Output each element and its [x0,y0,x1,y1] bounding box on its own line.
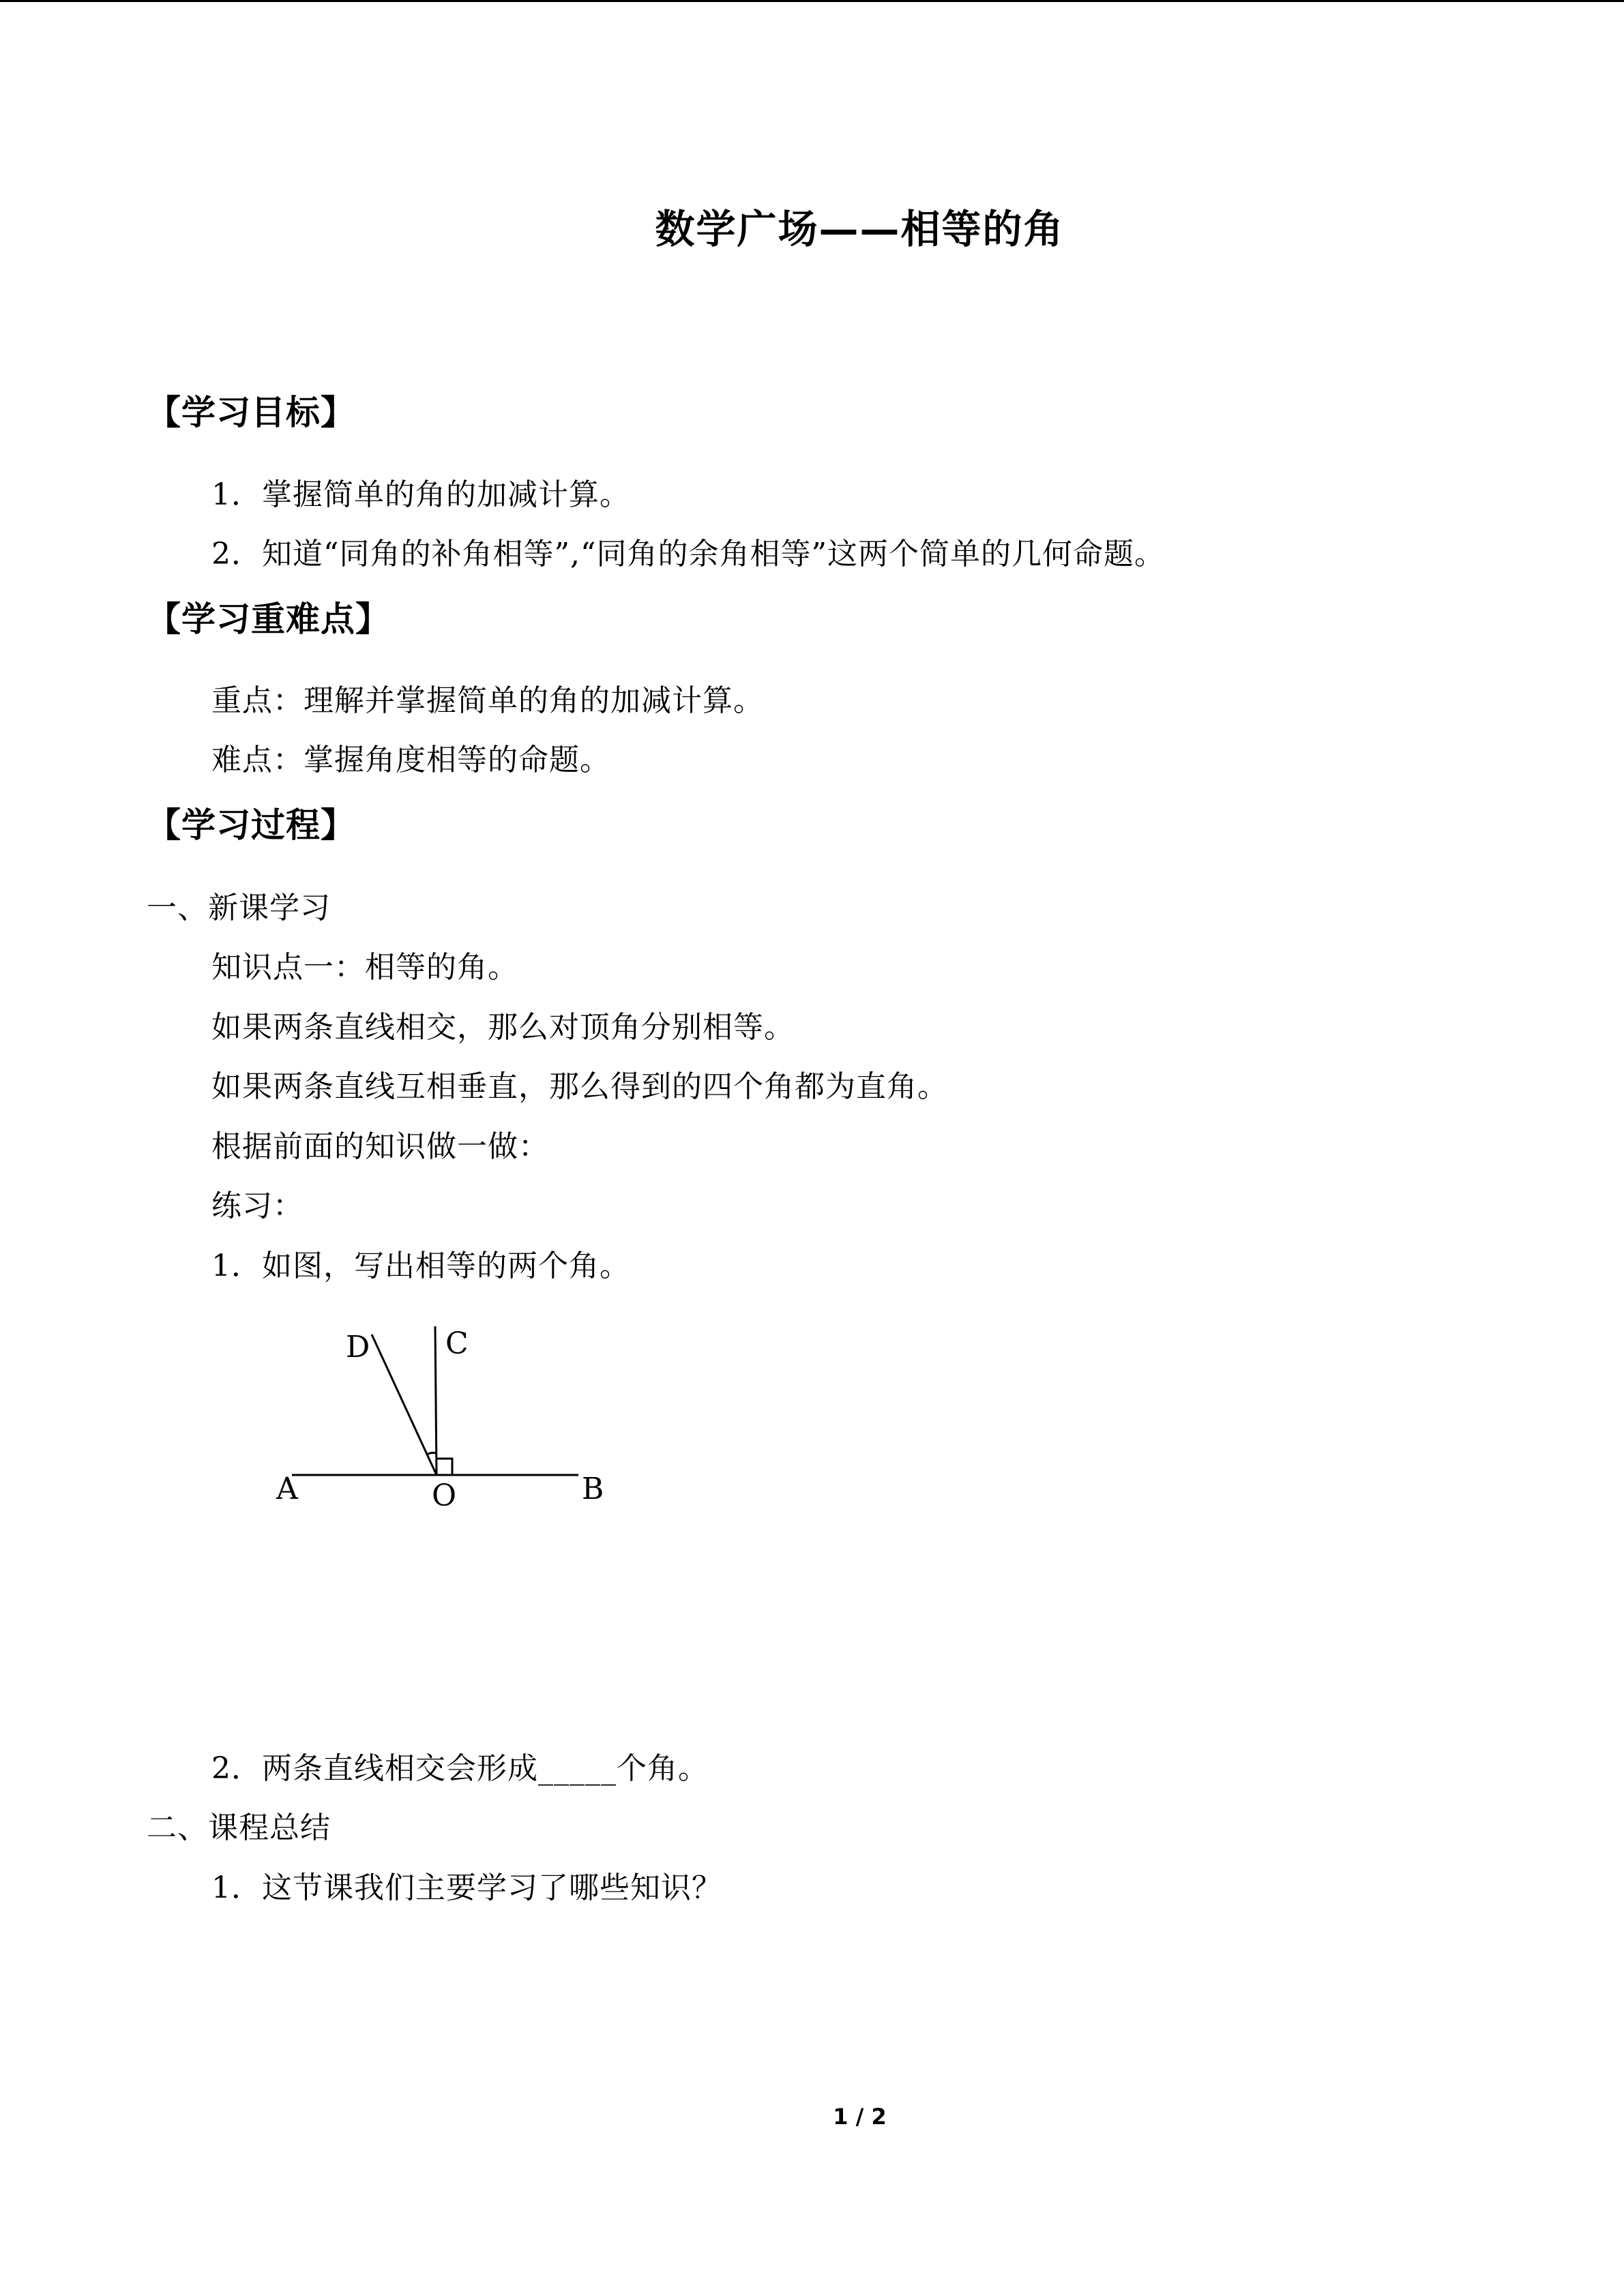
exercise-2: 2．两条直线相交会形成_____个角。 [211,1751,709,1786]
label-a: A [276,1472,298,1506]
angle-diagram [269,1316,624,1521]
process-line-4: 根据前面的知识做一做： [211,1129,549,1164]
label-b: B [582,1472,604,1506]
objectives-heading: 【学习目标】 [147,393,355,432]
top-border [0,0,1624,2]
right-angle-mark [437,1459,452,1475]
process-line-5: 练习： [211,1189,304,1223]
key-point-item-2: 难点：掌握角度相等的命题。 [211,743,610,777]
summary-question-1: 1．这节课我们主要学习了哪些知识？ [211,1870,722,1905]
objective-item-1: 1．掌握简单的角的加减计算。 [211,477,630,512]
label-o: O [432,1478,457,1513]
part1-title: 一、新课学习 [147,891,331,925]
exercise-1: 1．如图，写出相等的两个角。 [211,1249,630,1283]
label-c: C [445,1326,469,1361]
key-points-heading: 【学习重难点】 [147,599,390,639]
page-number: 1 / 2 [833,2104,887,2130]
part2-title: 二、课程总结 [147,1810,331,1845]
objective-item-2: 2．知道“同角的补角相等”,“同角的余角相等”这两个简单的几何命题。 [211,537,1165,571]
label-d: D [346,1330,370,1365]
process-heading: 【学习过程】 [147,805,355,845]
page-title: 数学广场——相等的角 [655,206,1065,252]
process-line-1: 知识点一：相等的角。 [211,950,518,985]
angle-arc-mark [427,1452,436,1455]
process-line-3: 如果两条直线互相垂直，那么得到的四个角都为直角。 [211,1069,948,1104]
key-point-item-1: 重点：理解并掌握简单的角的加减计算。 [211,683,764,718]
process-line-2: 如果两条直线相交，那么对顶角分别相等。 [211,1010,795,1045]
